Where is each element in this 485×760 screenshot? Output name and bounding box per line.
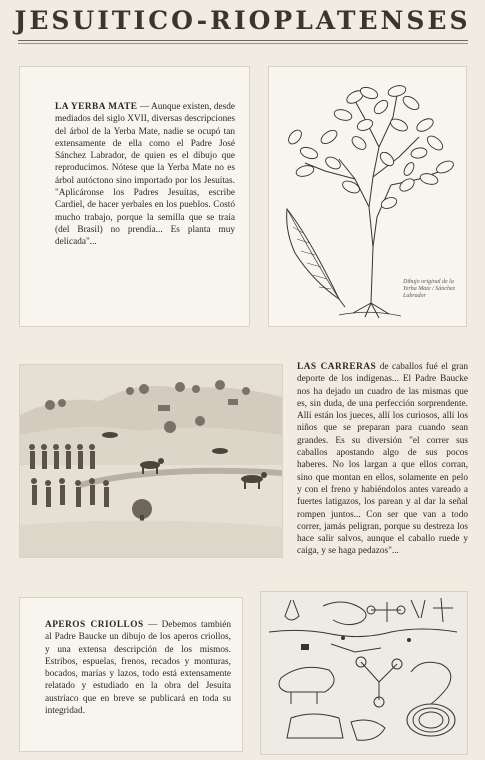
aperos-paragraph [45,619,231,717]
aperos-drawing [260,591,468,755]
horse-race-drawing [19,364,283,558]
yerba-body: — Aunque existen, desde mediados del siglo XVII, diversas descripciones del árbol de la Yerba Mate, nadie se ocupó tan extensamente de ella como el Padre José Sánchez Labrador, de quien es el dibujo que reproducimos. Nótese que la Yerba Mate no es árbol autóctono sino importado por los Jesuítas. "Aplicáronse los Padres Jesuítas, escribe Cardiel, de hacer yerbales en los pueblos. Costó mucho trabajo, porque la semilla que se traía (del Brasil) no prendía... Es planta muy delicada"... [55,102,236,248]
carreras-body: de caballos fué el gran deporte de los indígenas... El Padre Baucke nos ha dejado un cuadro de las mismas que es, sin duda, de una perfección sorprendente. Allí están los jueces, allí los curiosos, allí los niños que se preparan para cuando sean grandes. Es su diversión "el correr sus caballos apostando algo de sus pocos haberes. No los largan a que ellos corran, sino que montan en ellos, solamente en pelo y con el freno y habiéndolos antes vareado a fuertes latigazos, los parean y al dar la señal rompen juntos... Con ser que van a todo correr, jamás peligran, porque su destreza los hace salir salvos, aunque el caballo ruede y caiga, y se haga pedazos"... [297,362,468,557]
horse-race-illustration [20,365,282,557]
carreras-heading: LAS CARRERAS [297,362,377,372]
page-header [0,0,485,44]
aperos-text-panel [19,597,243,752]
yerba-text-panel [19,66,250,327]
header-rule [18,40,468,41]
carreras-paragraph [297,361,468,558]
page-title: JESUITICO-RIOPLATENSES [14,6,471,35]
aperos-heading: APEROS CRIOLLOS [45,620,144,630]
yerba-paragraph [55,101,235,249]
yerba-mate-drawing [268,66,467,327]
riding-gear-illustration [261,592,467,754]
header-rule-thin [18,43,468,44]
aperos-body: — Debemos también al Padre Baucke un dibujo de los aperos criollos, y una extensa descripción de los mismos. Estribos, espuelas, frenos, recados y monturas, bocados, marías y lazos, todo está extensamente relatado y estudiado en la obra del Jesuíta austríaco que en breve se publicará en toda su integridad. [45,620,231,717]
yerba-heading: LA YERBA MATE [55,102,138,112]
yerba-drawing-caption: Dibujo original de la Yerba Mate / Sánchez Labrador [403,279,455,299]
